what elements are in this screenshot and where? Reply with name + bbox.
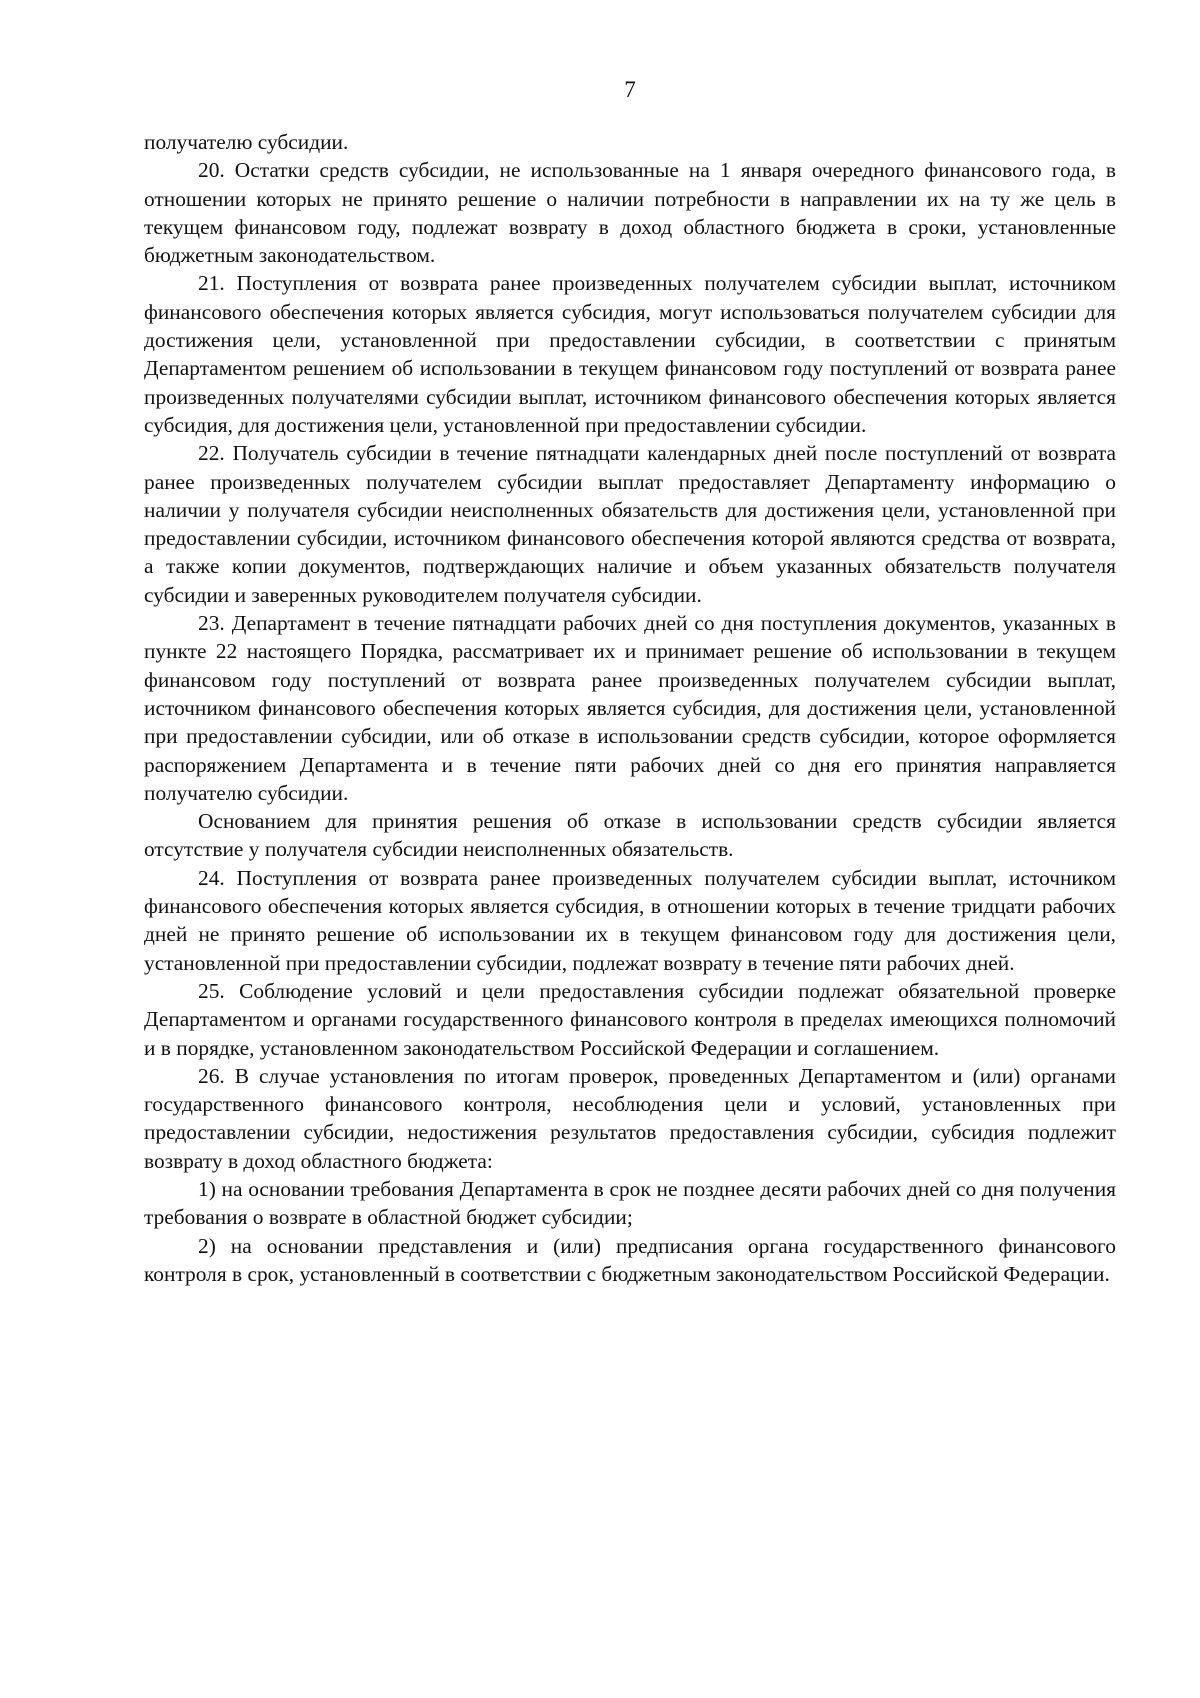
paragraph-23-refusal-basis: Основанием для принятия решения об отказе в использовании средств субсидии является отсутствие у получателя субсидии неисполненных обязательств. <box>144 809 1116 862</box>
paragraph-20: 20. Остатки средств субсидии, не использованные на 1 января очередного финансового года, в отношении которых не принято решение о наличии потребности в направлении их на ту же цель в текущем финансовом году, подлежат возврату в доход областного бюджета в сроки, установленные бюджетным законодательством. <box>144 158 1116 268</box>
paragraph-24: 24. Поступления от возврата ранее произведенных получателем субсидии выплат, источником финансового обеспечения которых является субсидия, в отношении которых в течение тридцати рабочих дней не принято решение об использовании их в текущем финансовом году для достижения цели, установленной при предоставлении субсидии, подлежат возврату в течение пяти рабочих дней. <box>144 865 1116 975</box>
paragraph-26: 26. В случае установления по итогам проверок, проведенных Департаментом и (или) органами государственного финансового контроля, несоблюдения цели и условий, установленных при предоставлении субсидии, недостижения результатов предоставления субсидии, субсидия подлежит возврату в доход областного бюджета: <box>144 1063 1116 1173</box>
paragraph-25: 25. Соблюдение условий и цели предоставления субсидии подлежат обязательной проверке Департаментом и органами государственного финансового контроля в пределах имеющихся полномочий и в порядке, установленном законодательством Российской Федерации и соглашением. <box>144 978 1116 1060</box>
document-body <box>144 128 1116 1288</box>
paragraph-22: 22. Получатель субсидии в течение пятнадцати календарных дней после поступлений от возврата ранее произведенных получателем субсидии выплат предоставляет Департаменту информацию о наличии у получателя субсидии неисполненных обязательств для достижения цели, установленной при предоставлении субсидии, источником финансового обеспечения которой являются средства от возврата, а также копии документов, подтверждающих наличие и объем указанных обязательств получателя субсидии и заверенных руководителем получателя субсидии. <box>144 441 1116 607</box>
paragraph-21: 21. Поступления от возврата ранее произведенных получателем субсидии выплат, источником финансового обеспечения которых является субсидия, могут использоваться получателем субсидии для достижения цели, установленной при предоставлении субсидии, в соответствии с принятым Департаментом решением об использовании в текущем финансовом году поступлений от возврата ранее произведенных получателями субсидии выплат, источником финансового обеспечения которых является субсидия, для достижения цели, установленной при предоставлении субсидии. <box>144 271 1116 437</box>
paragraph-23: 23. Департамент в течение пятнадцати рабочих дней со дня поступления документов, указанных в пункте 22 настоящего Порядка, рассматривает их и принимает решение об использовании в текущем финансовом году поступлений от возврата ранее произведенных получателем субсидии выплат, источником финансового обеспечения которых является субсидия, для достижения цели, установленной при предоставлении субсидии, или об отказе в использовании средств субсидии, которое оформляется распоряжением Департамента и в течение пяти рабочих дней со дня его принятия направляется получателю субсидии. <box>144 611 1116 805</box>
paragraph-26-item-2: 2) на основании представления и (или) предписания органа государственного финансового контроля в срок, установленный в соответствии с бюджетным законодательством Российской Федерации. <box>144 1233 1116 1286</box>
page-number: 7 <box>624 77 636 102</box>
paragraph-26-item-1: 1) на основании требования Департамента в срок не позднее десяти рабочих дней со дня получения требования о возврате в областной бюджет субсидии; <box>144 1176 1116 1230</box>
paragraph-continuation: получателю субсидии. <box>144 130 349 154</box>
